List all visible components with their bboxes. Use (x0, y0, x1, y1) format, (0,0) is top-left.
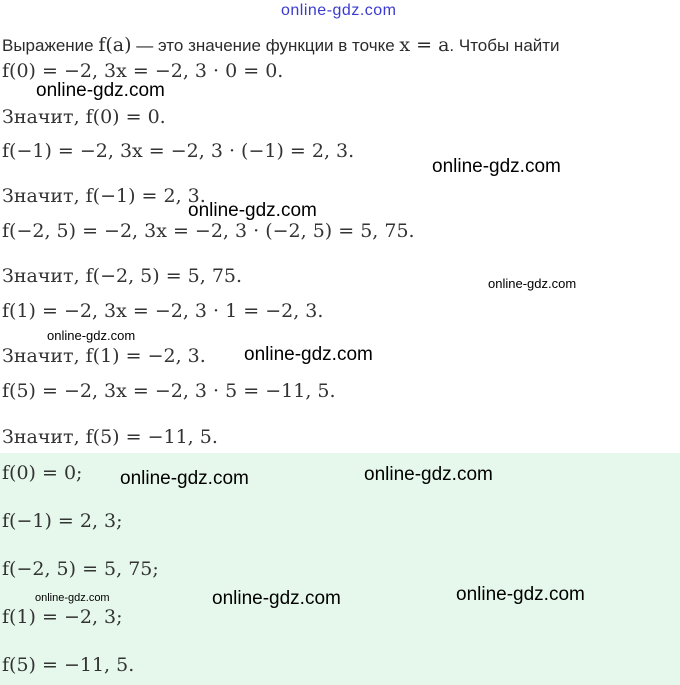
result-f5: Значит, f(5) = −11, 5. (2, 426, 218, 448)
intro-middle: — это значение функции в точке (131, 36, 400, 55)
watermark: online-gdz.com (364, 464, 493, 485)
top-watermark: online-gdz.com (281, 2, 397, 19)
intro-fa: f(a) (98, 34, 132, 56)
result-f0: Значит, f(0) = 0. (2, 106, 166, 128)
watermark: online-gdz.com (488, 276, 577, 291)
watermark: online-gdz.com (36, 80, 165, 101)
intro-suffix: . Чтобы найти (449, 36, 560, 55)
answer-f5: f(5) = −11, 5. (2, 654, 135, 676)
watermark: online-gdz.com (35, 592, 110, 604)
intro-prefix: Выражение (2, 36, 99, 55)
intro-xa: x = a (399, 34, 450, 56)
watermark: online-gdz.com (47, 328, 136, 343)
calc-f1: f(1) = −2, 3x = −2, 3 · 1 = −2, 3. (2, 300, 324, 322)
watermark: online-gdz.com (120, 468, 249, 489)
answer-f1: f(1) = −2, 3; (2, 606, 123, 628)
answer-fm25: f(−2, 5) = 5, 75; (2, 558, 159, 580)
intro-sentence (2, 34, 560, 56)
watermark: online-gdz.com (212, 588, 341, 609)
watermark: online-gdz.com (432, 156, 561, 177)
watermark: online-gdz.com (188, 200, 317, 221)
answer-fm1: f(−1) = 2, 3; (2, 510, 123, 532)
watermark: online-gdz.com (244, 344, 373, 365)
calc-fm25: f(−2, 5) = −2, 3x = −2, 3 · (−2, 5) = 5, 75. (2, 220, 415, 242)
answer-f0: f(0) = 0; (2, 462, 83, 484)
result-f1: Значит, f(1) = −2, 3. (2, 345, 206, 367)
result-fm25: Значит, f(−2, 5) = 5, 75. (2, 265, 243, 287)
result-fm1: Значит, f(−1) = 2, 3. (2, 185, 206, 207)
watermark: online-gdz.com (456, 584, 585, 605)
calc-f0: f(0) = −2, 3x = −2, 3 · 0 = 0. (2, 60, 284, 82)
calc-f5: f(5) = −2, 3x = −2, 3 · 5 = −11, 5. (2, 380, 336, 402)
calc-fm1: f(−1) = −2, 3x = −2, 3 · (−1) = 2, 3. (2, 140, 355, 162)
